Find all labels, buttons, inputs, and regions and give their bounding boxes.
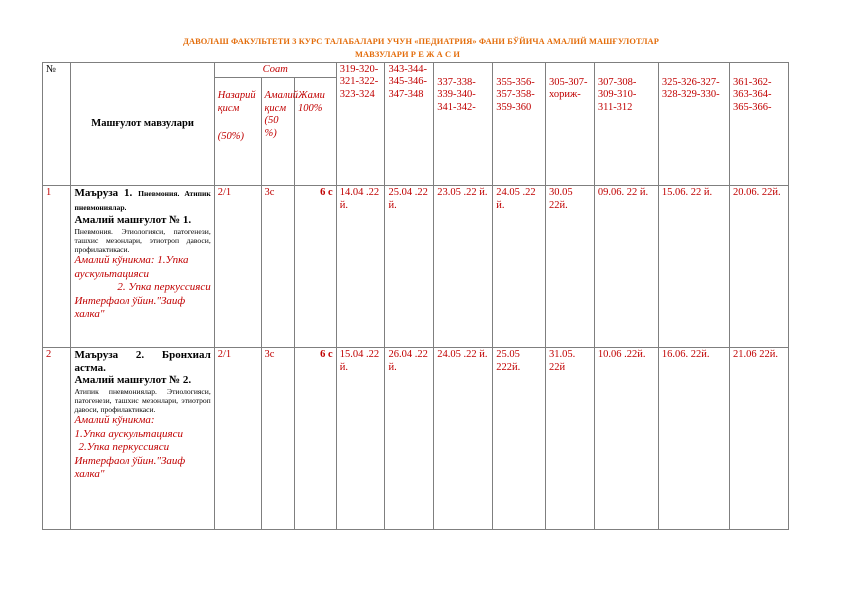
total-hours: 6 с — [295, 348, 337, 530]
date-cell: 09.06. 22 й. — [594, 186, 658, 348]
practice-pct: (50 %) — [264, 115, 279, 139]
practice-label: Амалий қисм — [264, 90, 298, 114]
group-header-6: 307-308-309-310-311-312 — [594, 63, 658, 186]
date-cell: 15.04 .22 й. — [336, 348, 385, 530]
group-header-2: 343-344-345-346-347-348 — [385, 63, 434, 186]
theory-pct: (50%) — [217, 131, 244, 143]
skill-item: 2. Упка перкуссияси — [117, 281, 211, 294]
skill-item: 2.Упка перкуссияси — [78, 441, 170, 454]
document-subtitle: МАВЗУЛАРИ Р Е Ж А С И — [355, 50, 460, 59]
group-header-7: 325-326-327-328-329-330- — [658, 63, 729, 186]
theory-hours: 2/1 — [214, 186, 261, 348]
schedule-table — [42, 62, 789, 530]
group-header-4: 355-356-357-358-359-360 — [493, 63, 546, 186]
skill-title: Амалий кўникма: — [74, 414, 155, 427]
date-cell: 20.06. 22й. — [729, 186, 788, 348]
date-cell: 25.05 222й. — [493, 348, 546, 530]
practice-description: Пневмония. Этиологияси, патогенези, ташхис мезонлари, этиотроп давоси, профилактикаси. — [74, 227, 211, 255]
date-cell: 10.06 .22й. — [594, 348, 658, 530]
col-hours-header: Соат — [214, 63, 336, 78]
group-header-3: 337-338-339-340-341-342- — [434, 63, 493, 186]
date-cell: 23.05 .22 й. — [434, 186, 493, 348]
practice-hours: 3с — [261, 186, 295, 348]
date-cell: 16.06. 22й. — [658, 348, 729, 530]
table-header-row — [43, 63, 789, 78]
interactive-game: Интерфаол ўйин."Заиф халка" — [74, 454, 186, 481]
practice-description: Атипик пневмониялар. Этиологияси, патогенези, ташхис мезонлари, этиотроп давоси, профилактикаси. — [74, 387, 211, 415]
practice-title: Амалий машғулот № 1. — [74, 214, 192, 227]
date-cell: 14.04 .22 й. — [336, 186, 385, 348]
date-cell: 31.05. 22й — [546, 348, 595, 530]
col-number-header: № — [43, 63, 71, 186]
date-cell: 21.06 22й. — [729, 348, 788, 530]
date-cell: 25.04 .22 й. — [385, 186, 434, 348]
row-number: 1 — [43, 186, 71, 348]
date-cell: 24.05 .22 й. — [434, 348, 493, 530]
skill-item: 1.Упка аускультацияси — [74, 427, 184, 440]
document-title: ДАВОЛАШ ФАКУЛЬТЕТИ 3 КУРС ТАЛАБАЛАРИ УЧУН «ПЕДИАТРИЯ» ФАНИ БЎЙИЧА АМАЛИЙ МАШҒУЛОТЛАР — [183, 37, 659, 46]
skill-title: Амалий кўникма: 1.Упка аускультацияси — [74, 254, 189, 280]
topic-cell — [71, 186, 214, 348]
date-cell: 30.05 22й. — [546, 186, 595, 348]
table-row — [43, 348, 789, 530]
date-cell: 15.06. 22 й. — [658, 186, 729, 348]
practice-hours: 3с — [261, 348, 295, 530]
practice-title: Амалий машғулот № 2. — [74, 374, 192, 387]
total-hours: 6 с — [295, 186, 337, 348]
lecture-title: Маъруза 1. Пневмония. Атипик пневмониялар. — [74, 187, 211, 212]
col-topic-header: Машғулот мавзулари — [71, 63, 214, 186]
row-number: 2 — [43, 348, 71, 530]
date-cell: 26.04 .22 й. — [385, 348, 434, 530]
table-row — [43, 186, 789, 348]
lecture-title: Маъруза 2. Бронхиал астма. — [74, 349, 211, 374]
topic-cell — [71, 348, 214, 530]
group-header-5: 305-307-хориж- — [546, 63, 595, 186]
group-header-1: 319-320-321-322-323-324 — [336, 63, 385, 186]
total-hours-header: Жами 100% — [295, 78, 337, 186]
theory-hours-header — [214, 78, 261, 186]
theory-hours: 2/1 — [214, 348, 261, 530]
interactive-game: Интерфаол ўйин."Заиф халка" — [74, 294, 186, 321]
date-cell: 24.05 .22 й. — [493, 186, 546, 348]
practice-hours-header — [261, 78, 298, 186]
theory-label: Назарий қисм — [217, 90, 256, 114]
group-header-8: 361-362-363-364-365-366- — [729, 63, 788, 186]
